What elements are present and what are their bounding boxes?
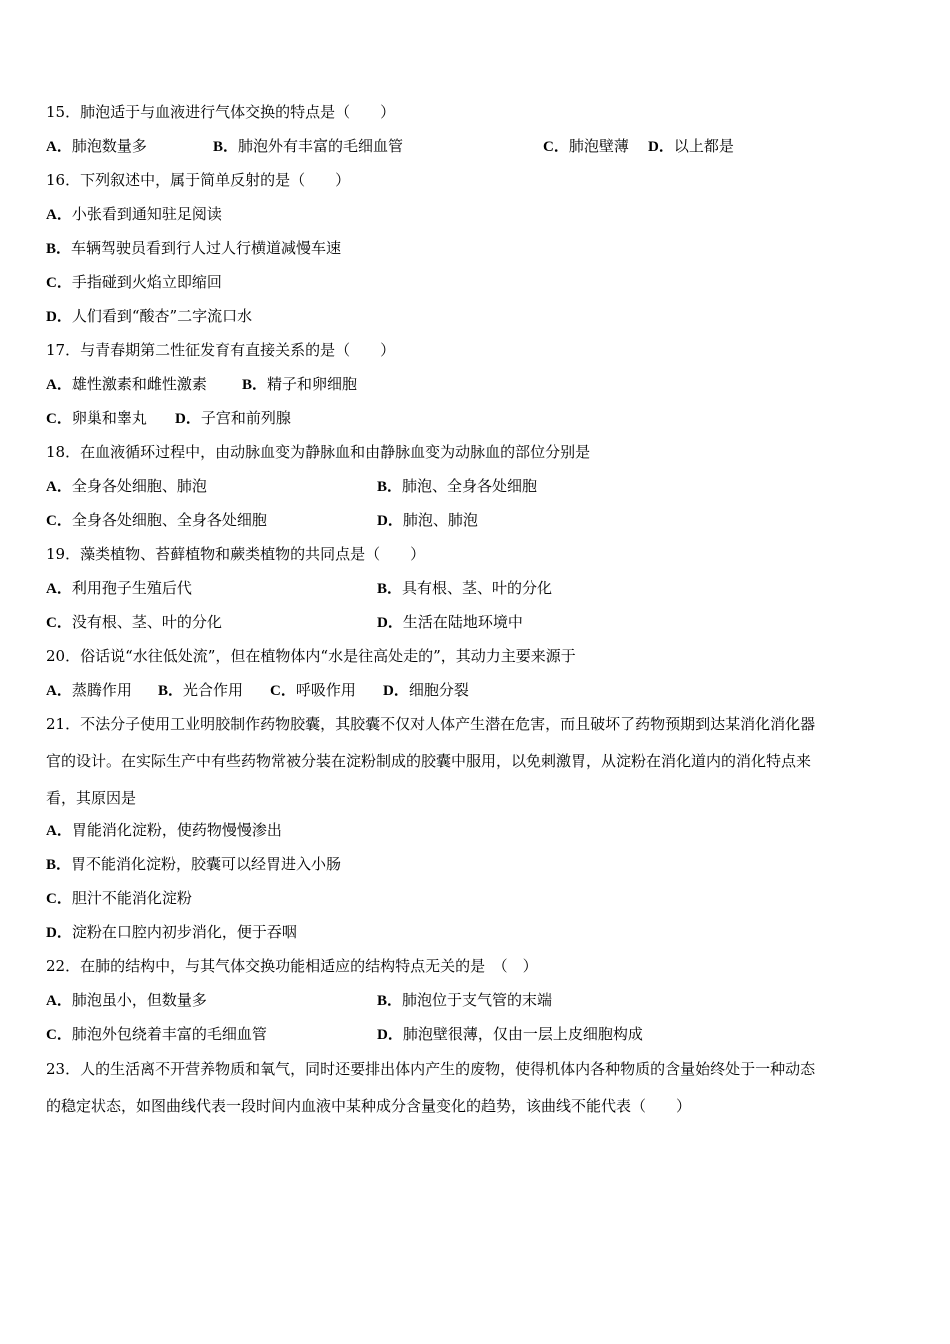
question-15-option-c <box>543 136 629 157</box>
question-20-option-b <box>158 680 243 701</box>
option-text: 肺泡外包绕着丰富的毛细血管 <box>71 1025 267 1043</box>
question-16-option-a <box>46 204 222 225</box>
question-18-option-b <box>377 476 537 497</box>
question-22-stem: 22．在肺的结构中，与其气体交换功能相适应的结构特点无关的是 （ ） <box>46 957 538 975</box>
question-21-option-c <box>46 888 192 909</box>
question-19-option-c <box>46 612 222 633</box>
question-21-option-d <box>46 922 297 943</box>
option-text: 卵巢和睾丸 <box>71 409 147 427</box>
question-22-option-a <box>46 990 207 1011</box>
question-20-option-c <box>270 680 356 701</box>
option-text: 蒸腾作用 <box>71 681 132 699</box>
question-16-option-c <box>46 272 222 293</box>
question-21-option-a <box>46 820 282 841</box>
option-text: 精子和卵细胞 <box>267 375 358 393</box>
option-text: 利用孢子生殖后代 <box>71 579 192 597</box>
question-21-stem-line-3: 看，其原因是 <box>46 789 137 807</box>
question-17-option-c <box>46 408 147 429</box>
option-text: 全身各处细胞、肺泡 <box>71 477 207 495</box>
question-15-option-d <box>648 136 734 157</box>
option-letter: D． <box>46 309 72 325</box>
option-text: 肺泡、肺泡 <box>402 511 478 529</box>
option-letter: B． <box>377 993 403 1009</box>
option-letter: B． <box>377 581 403 597</box>
option-text: 全身各处细胞、全身各处细胞 <box>71 511 267 529</box>
option-letter: B． <box>377 479 403 495</box>
option-text: 肺泡虽小，但数量多 <box>71 991 207 1009</box>
option-text: 生活在陆地环境中 <box>402 613 523 631</box>
option-letter: D． <box>377 1027 403 1043</box>
option-letter: D． <box>175 411 201 427</box>
option-text: 呼吸作用 <box>295 681 356 699</box>
option-text: 胃能消化淀粉，使药物慢慢渗出 <box>71 821 282 839</box>
question-20-stem: 20．俗话说“水往低处流”，但在植物体内“水是往高处走的”，其动力主要来源于 <box>46 647 576 665</box>
option-text: 车辆驾驶员看到行人过人行横道减慢车速 <box>71 239 342 257</box>
option-text: 肺泡外有丰富的毛细血管 <box>238 137 404 155</box>
option-letter: B． <box>46 857 72 873</box>
option-letter: A． <box>46 479 72 495</box>
option-letter: D． <box>377 513 403 529</box>
question-18-option-c <box>46 510 267 531</box>
question-16-option-d <box>46 306 252 327</box>
question-15-option-a <box>46 136 147 157</box>
option-letter: C． <box>46 513 72 529</box>
question-23-stem-line-1: 23．人的生活离不开营养物质和氧气，同时还要排出体内产生的废物，使得机体内各种物质的含量始终处于一种动态 <box>46 1060 816 1078</box>
option-text: 肺泡壁很薄，仅由一层上皮细胞构成 <box>402 1025 643 1043</box>
question-20-option-a <box>46 680 132 701</box>
question-23-stem-line-2: 的稳定状态，如图曲线代表一段时间内血液中某种成分含量变化的趋势，该曲线不能代表（ ） <box>46 1097 692 1115</box>
question-19-option-b <box>377 578 552 599</box>
option-letter: B． <box>242 377 268 393</box>
option-letter: C． <box>46 891 72 907</box>
question-18-option-d <box>377 510 478 531</box>
option-text: 没有根、茎、叶的分化 <box>71 613 222 631</box>
question-19-stem: 19．藻类植物、苔藓植物和蕨类植物的共同点是（ ） <box>46 545 426 563</box>
option-text: 肺泡位于支气管的末端 <box>402 991 553 1009</box>
option-letter: C． <box>46 1027 72 1043</box>
option-text: 胃不能消化淀粉，胶囊可以经胃进入小肠 <box>71 855 342 873</box>
option-letter: B． <box>213 139 239 155</box>
option-text: 肺泡、全身各处细胞 <box>402 477 538 495</box>
question-15-stem: 15．肺泡适于与血液进行气体交换的特点是（ ） <box>46 103 396 121</box>
option-letter: C． <box>46 615 72 631</box>
question-16-stem: 16．下列叙述中，属于简单反射的是（ ） <box>46 171 351 189</box>
option-text: 具有根、茎、叶的分化 <box>402 579 553 597</box>
question-17-option-a <box>46 374 207 395</box>
question-21-stem-line-1: 21．不法分子使用工业明胶制作药物胶囊，其胶囊不仅对人体产生潜在危害，而且破坏了药物预期到达某消化消化器 <box>46 715 816 733</box>
option-text: 胆汁不能消化淀粉 <box>71 889 192 907</box>
option-letter: D． <box>383 683 409 699</box>
option-text: 子宫和前列腺 <box>200 409 291 427</box>
question-18-stem: 18．在血液循环过程中，由动脉血变为静脉血和由静脉血变为动脉血的部位分别是 <box>46 443 591 461</box>
option-text: 以上都是 <box>673 137 734 155</box>
question-22-option-c <box>46 1024 267 1045</box>
option-text: 人们看到“酸杏”二字流口水 <box>71 307 253 325</box>
question-17-option-d <box>175 408 291 429</box>
question-17-stem: 17．与青春期第二性征发育有直接关系的是（ ） <box>46 341 396 359</box>
question-19-option-a <box>46 578 192 599</box>
option-letter: D． <box>377 615 403 631</box>
question-21-option-b <box>46 854 341 875</box>
option-letter: C． <box>543 139 569 155</box>
question-17-option-b <box>242 374 357 395</box>
question-15-option-b <box>213 136 403 157</box>
option-letter: D． <box>46 925 72 941</box>
option-letter: A． <box>46 207 72 223</box>
option-letter: A． <box>46 581 72 597</box>
option-text: 雄性激素和雌性激素 <box>71 375 207 393</box>
question-22-option-d <box>377 1024 643 1045</box>
option-letter: C． <box>270 683 296 699</box>
option-letter: D． <box>648 139 674 155</box>
option-text: 小张看到通知驻足阅读 <box>71 205 222 223</box>
question-20-option-d <box>383 680 469 701</box>
option-letter: A． <box>46 823 72 839</box>
option-text: 淀粉在口腔内初步消化，便于吞咽 <box>71 923 297 941</box>
question-18-option-a <box>46 476 207 497</box>
option-letter: A． <box>46 377 72 393</box>
question-22-option-b <box>377 990 552 1011</box>
option-text: 光合作用 <box>183 681 244 699</box>
option-text: 手指碰到火焰立即缩回 <box>71 273 222 291</box>
option-letter: B． <box>158 683 184 699</box>
option-text: 肺泡壁薄 <box>568 137 629 155</box>
question-21-stem-line-2: 官的设计。在实际生产中有些药物常被分装在淀粉制成的胶囊中服用，以免刺激胃，从淀粉在消化道内的消化特点来 <box>46 752 812 770</box>
question-16-option-b <box>46 238 341 259</box>
option-text: 细胞分裂 <box>408 681 469 699</box>
option-letter: C． <box>46 275 72 291</box>
option-letter: A． <box>46 683 72 699</box>
option-letter: A． <box>46 139 72 155</box>
option-letter: C． <box>46 411 72 427</box>
option-text: 肺泡数量多 <box>71 137 147 155</box>
option-letter: A． <box>46 993 72 1009</box>
question-19-option-d <box>377 612 523 633</box>
option-letter: B． <box>46 241 72 257</box>
